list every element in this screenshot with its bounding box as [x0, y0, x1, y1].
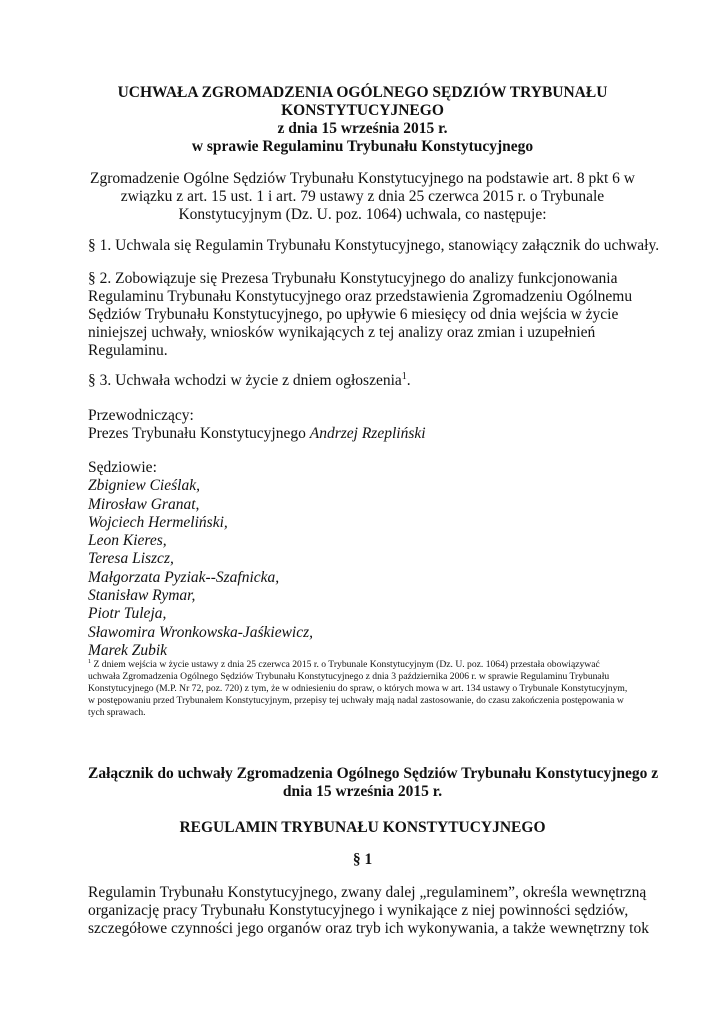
footnote-text: Z dniem wejścia w życie ustawy z dnia 25 czerwca 2015 r. o Trybunale Konstytucyjnym (Dz. U. poz. 1064) przestała obowiązywać [91, 659, 600, 670]
annex-title-line: dnia 15 września 2015 r. [282, 783, 443, 800]
judge-name: Stanisław Rymar, [88, 587, 196, 605]
judge-name: Marek Zubik [88, 641, 168, 659]
paragraph-1-text: § 1. Uchwala się Regulamin Trybunału Konstytucyjnego, stanowiący załącznik do uchwały. [88, 237, 660, 254]
judge-name: Sławomira Wronkowska-Jaśkiewicz, [88, 623, 314, 641]
judge-name: Małgorzata Pyziak--Szafnicka, [88, 568, 280, 586]
paragraph-3-end: . [406, 372, 411, 389]
judge-name: Wojciech Hermeliński, [88, 513, 228, 531]
paragraph-2-line: § 2. Zobowiązuje się Prezesa Trybunału Konstytucyjnego do analizy funkcjonowania [88, 270, 618, 287]
chairman-block [88, 407, 637, 443]
judge-name: Teresa Liszcz, [88, 550, 174, 568]
title-line: z dnia 15 września 2015 r. [277, 120, 448, 137]
regulation-body-line: szczegółowe czynności jego organów oraz tryb ich wykonywania, a także wewnętrzny tok [88, 920, 649, 937]
judge-name: Leon Kieres, [88, 532, 167, 550]
regulation-title [88, 819, 637, 837]
regulation-body-line: organizację pracy Trybunału Konstytucyjnego i wynikające z niej powinności sędziów, [88, 902, 629, 919]
footnote-mark: 1 [88, 657, 92, 665]
chairman-label: Przewodniczący: [88, 407, 194, 424]
chairman-name: Andrzej Rzepliński [309, 425, 426, 442]
chairman-role: Prezes Trybunału Konstytucyjnego [88, 425, 306, 442]
title-line: UCHWAŁA ZGROMADZENIA OGÓLNEGO SĘDZIÓW TRYBUNAŁU [117, 84, 608, 101]
chairman-line [88, 425, 637, 443]
paragraph-3 [88, 372, 637, 390]
footnote-line [88, 659, 637, 671]
paragraph-2-line: Regulaminu Trybunału Konstytucyjnego oraz przedstawienia Zgromadzeniu Ogólnemu [88, 288, 633, 305]
regulation-body [88, 884, 649, 938]
footnote-reference[interactable]: 1 [401, 370, 407, 382]
footnote [88, 659, 637, 719]
judge-name: Piotr Tuleja, [88, 605, 167, 623]
paragraph-2 [88, 270, 637, 360]
annex-title-line: Załącznik do uchwały Zgromadzenia Ogólnego Sędziów Trybunału Konstytucyjnego z [88, 765, 659, 782]
paragraph-3-line [88, 372, 637, 390]
intro-line: Konstytucyjnym (Dz. U. poz. 1064) uchwala, co następuje: [178, 206, 547, 223]
annex-title [88, 765, 659, 801]
footnote-line: Konstytucyjnego (M.P. Nr 72, poz. 720) z tym, że w odniesieniu do spraw, o których mowa w art. 134 ustawy o Trybunale Konstytucyjnym, [88, 683, 628, 694]
judges-block [88, 459, 313, 660]
title-line: w sprawie Regulaminu Trybunału Konstytucyjnego [191, 138, 534, 155]
section-number: § 1 [352, 851, 373, 868]
footnote-line: tych sprawach. [88, 707, 146, 718]
intro-line: Zgromadzenie Ogólne Sędziów Trybunału Konstytucyjnego na podstawie art. 8 pkt 6 w [90, 170, 635, 187]
paragraph-1 [88, 237, 660, 255]
footnote-line: uchwała Zgromadzenia Ogólnego Sędziów Trybunału Konstytucyjnego z dnia 3 października 2006 r. w sprawie Regulaminu Trybunału [88, 671, 610, 682]
judge-name: Zbigniew Cieślak, [88, 477, 200, 495]
section-heading [88, 851, 637, 869]
paragraph-3-text: § 3. Uchwała wchodzi w życie z dniem ogłoszenia [88, 372, 402, 389]
judge-name: Mirosław Granat, [88, 495, 200, 513]
footnote-line: w postępowaniu przed Trybunałem Konstytucyjnym, przepisy tej uchwały mają nadal zastosowanie, do czasu zakończenia postępowania w [88, 695, 624, 706]
paragraph-2-line: Regulaminu. [88, 342, 168, 359]
regulation-body-line: Regulamin Trybunału Konstytucyjnego, zwany dalej „regulaminem”, określa wewnętrzną [88, 884, 647, 901]
resolution-title [88, 84, 637, 156]
paragraph-2-line: niniejszej uchwały, wniosków wynikających z tej analizy oraz zmian i uzupełnień [88, 324, 596, 341]
intro-paragraph [88, 170, 637, 224]
paragraph-2-line: Sędziów Trybunału Konstytucyjnego, po upływie 6 miesięcy od dnia wejścia w życie [88, 306, 619, 323]
intro-line: związku z art. 15 ust. 1 i art. 79 ustawy z dnia 25 czerwca 2015 r. o Trybunale [120, 188, 605, 205]
title-line: KONSTYTUCYJNEGO [281, 102, 444, 119]
judges-label: Sędziowie: [88, 459, 157, 476]
regulation-title-text: REGULAMIN TRYBUNAŁU KONSTYTUCYJNEGO [179, 819, 546, 836]
